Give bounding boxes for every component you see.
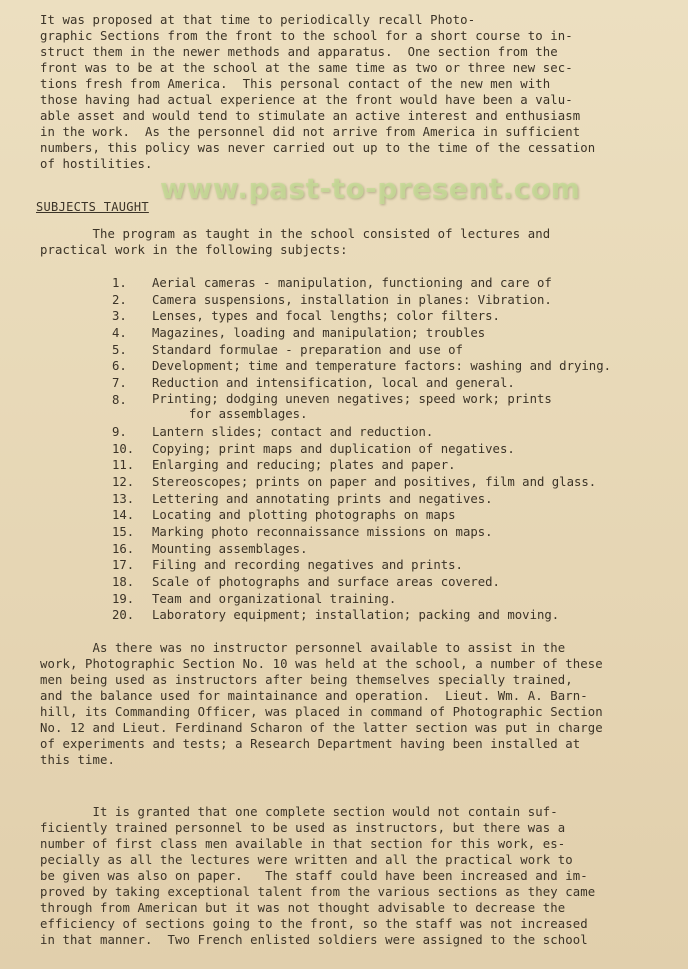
item-number: 17. bbox=[112, 558, 135, 573]
list-item bbox=[112, 342, 672, 359]
item-number: 19. bbox=[112, 591, 135, 606]
list-item bbox=[112, 358, 672, 375]
list-item bbox=[112, 392, 672, 424]
item-number: 15. bbox=[112, 524, 135, 539]
item-text: Reduction and intensification, local and general. bbox=[152, 376, 515, 391]
item-number: 7. bbox=[112, 376, 127, 391]
item-text: Lenses, types and focal lengths; color filters. bbox=[152, 309, 500, 324]
item-text: Copying; print maps and duplication of negatives. bbox=[152, 441, 515, 456]
item-number: 5. bbox=[112, 342, 127, 357]
item-number: 18. bbox=[112, 575, 135, 589]
list-item bbox=[112, 275, 672, 292]
item-text: Magazines, loading and manipulation; troubles bbox=[152, 326, 486, 341]
list-item bbox=[112, 607, 672, 624]
item-text: Laboratory equipment; installation; packing and moving. bbox=[152, 608, 560, 623]
list-item bbox=[112, 507, 672, 524]
item-number: 3. bbox=[112, 309, 127, 324]
paragraph-photographic-sections: It was proposed at that time to periodically recall Photo- graphic Sections from the front to the school for a short course to in- struct them in the newer methods and apparatus. One section from the front was to be at the school at the same time as two or three new sec- tions fresh from America. This personal contact of the new men with those having had actual experience at the front would have been a valu- able asset and would tend to stimulate an active interest and enthusiasm in the work. As the personnel did not arrive from America in sufficient numbers, this policy was never carried out up to the time of the cessation of hostilities. bbox=[40, 13, 596, 171]
list-item bbox=[112, 574, 672, 591]
list-item bbox=[112, 308, 672, 325]
item-text: Enlarging and reducing; plates and paper. bbox=[152, 458, 456, 473]
item-text: Development; time and temperature factors: washing and drying. bbox=[152, 359, 612, 374]
item-text: Mounting assemblages. bbox=[152, 541, 308, 556]
item-number: 12. bbox=[112, 474, 135, 489]
subjects-list bbox=[112, 275, 672, 624]
item-number: 14. bbox=[112, 508, 135, 523]
item-number: 11. bbox=[112, 458, 135, 473]
item-text: Marking photo reconnaissance missions on maps. bbox=[152, 524, 493, 539]
item-number: 20. bbox=[112, 608, 135, 623]
item-text: Lantern slides; contact and reduction. bbox=[152, 424, 434, 439]
list-item bbox=[112, 524, 672, 541]
item-text: Team and organizational training. bbox=[152, 591, 397, 606]
item-text: Locating and plotting photographs on maps bbox=[152, 508, 456, 523]
item-text: Lettering and annotating prints and negatives. bbox=[152, 491, 493, 506]
list-item bbox=[112, 491, 672, 508]
list-item bbox=[112, 457, 672, 474]
list-item bbox=[112, 375, 672, 392]
item-number: 8. bbox=[112, 392, 127, 407]
item-text: Printing; dodging uneven negatives; speed work; prints for assemblages. bbox=[152, 391, 552, 421]
list-item bbox=[112, 474, 672, 491]
paragraph-program-intro: The program as taught in the school consisted of lectures and practical work in the following subjects: bbox=[40, 227, 551, 257]
item-text: Scale of photographs and surface areas covered. bbox=[152, 575, 500, 589]
section-heading: SUBJECTS TAUGHT bbox=[36, 200, 149, 214]
watermark: www.past-to-present.com bbox=[160, 172, 581, 205]
paragraph-staff: It is granted that one complete section would not contain suf- ficiently trained personnel to be used as instructors, but there was a number of first class men available in that section for this work, es- pecially as all the lectures were written and all the practical work to be given was also on paper. The staff could have been increased and im- proved by taking exceptional talent from the various sections as they came through from American but it was not thought advisable to decrease the efficiency of sections going to the front, so the staff was not increased in that manner. Two French enlisted soldiers were assigned to the school bbox=[40, 805, 596, 947]
item-number: 16. bbox=[112, 541, 135, 556]
list-item bbox=[112, 325, 672, 342]
item-number: 9. bbox=[112, 424, 127, 439]
item-text: Aerial cameras - manipulation, functioning and care of bbox=[152, 276, 552, 290]
item-number: 1. bbox=[112, 276, 127, 290]
list-item bbox=[112, 591, 672, 608]
item-number: 2. bbox=[112, 292, 127, 307]
item-text: Stereoscopes; prints on paper and positives, film and glass. bbox=[152, 474, 597, 489]
item-text: Standard formulae - preparation and use of bbox=[152, 342, 463, 357]
item-number: 6. bbox=[112, 359, 127, 374]
item-number: 10. bbox=[112, 441, 135, 456]
item-text: Camera suspensions, installation in planes: Vibration. bbox=[152, 292, 552, 307]
item-number: 13. bbox=[112, 491, 135, 506]
list-item bbox=[112, 441, 672, 458]
paragraph-instructor-personnel: As there was no instructor personnel available to assist in the work, Photographic Section No. 10 was held at the school, a number of these men being used as instructors after being themselves specially trained, and the balance used for maintainance and operation. Lieut. Wm. A. Barn- hill, its Commanding Officer, was placed in command of Photographic Section No. 12 and Lieut. Ferdinand Scharon of the latter section was put in charge of experiments and tests; a Research Department having been installed at this time. bbox=[40, 641, 603, 767]
list-item bbox=[112, 424, 672, 441]
item-text: Filing and recording negatives and prints. bbox=[152, 558, 463, 573]
list-item bbox=[112, 541, 672, 558]
list-item bbox=[112, 292, 672, 309]
item-number: 4. bbox=[112, 326, 127, 341]
list-item bbox=[112, 557, 672, 574]
